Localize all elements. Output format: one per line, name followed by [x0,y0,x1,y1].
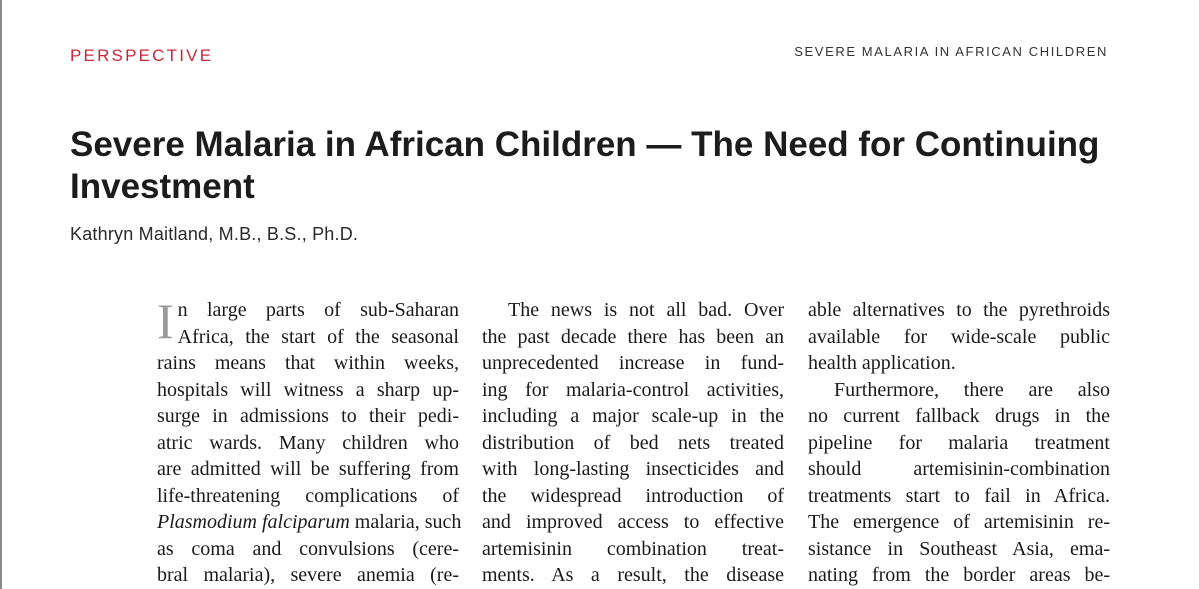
text-line: pipeline for malaria treatment [808,431,1110,454]
text-line: are admitted will be suffering from [157,458,459,480]
text-line [157,509,462,536]
text-line: Furthermore, there are also [834,378,1110,401]
text-line: distribution of bed nets treated [482,431,784,454]
text-line: rains means that within weeks, [157,352,459,374]
section-label: PERSPECTIVE [70,46,214,65]
body-column-1 [157,293,462,589]
text-line: ments. As a result, the disease [482,564,784,586]
text-line: Africa, the start of the seasonal [177,325,459,348]
species-name: Plasmodium falciparum [157,511,350,533]
text-line: able alternatives to the pyrethroids [808,299,1110,321]
text-line: artemisinin combination treat- [482,537,784,560]
text-line: The emergence of artemisinin re- [808,511,1110,533]
drop-cap: I [157,293,174,349]
text-line: treatments start to fail in Africa. [808,484,1110,507]
text-line: should artemisinin-combination [808,458,1110,480]
text-line: life-threatening complications of [157,484,459,507]
text-line: atric wards. Many children who [157,431,459,454]
text-line: bral malaria), severe anemia (re- [157,564,459,586]
text-line: no current fallback drugs in the [808,405,1110,427]
running-head: SEVERE MALARIA IN AFRICAN CHILDREN [794,44,1108,59]
text-line: unprecedented increase in fund- [482,352,784,374]
text-line: the past decade there has been an [482,325,784,348]
text-line: nating from the border areas be- [808,564,1110,586]
text-line: The news is not all bad. Over [508,299,784,321]
body-column-2 [482,297,784,589]
text-line: available for wide-scale public [808,325,1110,348]
article-title: Severe Malaria in African Children — The Need for Continuing Investment [70,125,1100,206]
text-line: health application. [808,352,956,374]
text-line: and improved access to effective [482,511,784,533]
page-edge-rule [0,0,2,589]
text-line: sistance in Southeast Asia, ema- [808,537,1110,560]
text-line: ing for malaria-control activities, [482,378,784,401]
text-line: including a major scale-up in the [482,405,784,427]
body-column-3 [808,297,1110,589]
text-line: as coma and convulsions (cere- [157,537,459,560]
text-fragment: malaria, such [349,511,462,533]
text-line: hospitals will witness a sharp up- [157,378,459,401]
text-line: with long-lasting insecticides and [482,458,784,480]
author-byline: Kathryn Maitland, M.B., B.S., Ph.D. [70,224,359,244]
text-line: the widespread introduction of [482,484,784,507]
text-line: n large parts of sub-Saharan [177,299,459,321]
text-line: surge in admissions to their pedi- [157,405,459,427]
